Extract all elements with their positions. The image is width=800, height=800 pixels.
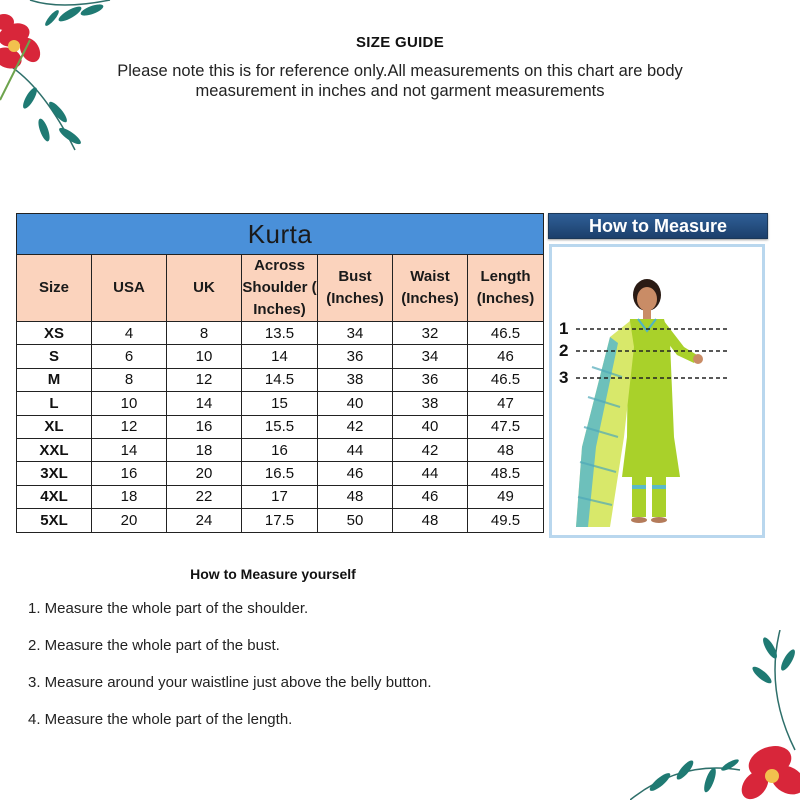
size-cell: 4XL — [17, 485, 92, 508]
size-cell: M — [17, 368, 92, 391]
table-cell: 32 — [393, 322, 468, 345]
measurement-steps-list — [28, 600, 432, 748]
size-guide-note: Please note this is for reference only.All measurements on this chart are body measurement in inches and not garment measurements — [117, 62, 683, 100]
size-cell: S — [17, 345, 92, 368]
size-cell: XXL — [17, 438, 92, 461]
column-header: Waist (Inches) — [393, 255, 468, 322]
table-cell: 46 — [468, 345, 544, 368]
table-cell: 17.5 — [242, 509, 318, 532]
table-cell: 34 — [393, 345, 468, 368]
column-header: Size — [17, 255, 92, 322]
table-cell: 14 — [167, 392, 242, 415]
measure-marker-2: 2 — [559, 341, 569, 360]
floral-decoration-bottom-right — [630, 630, 800, 800]
table-cell: 40 — [318, 392, 393, 415]
table-cell: 24 — [167, 509, 242, 532]
model-figure-illustration — [552, 247, 762, 535]
table-cell: 38 — [318, 368, 393, 391]
table-cell: 20 — [92, 509, 167, 532]
table-cell: 34 — [318, 322, 393, 345]
column-header: Length (Inches) — [468, 255, 544, 322]
table-cell: 4 — [92, 322, 167, 345]
table-cell: 22 — [167, 485, 242, 508]
table-cell: 14 — [92, 438, 167, 461]
table-cell: 16 — [167, 415, 242, 438]
table-cell: 42 — [318, 415, 393, 438]
table-cell: 10 — [167, 345, 242, 368]
table-cell: 20 — [167, 462, 242, 485]
table-cell: 10 — [92, 392, 167, 415]
table-cell: 44 — [318, 438, 393, 461]
size-cell: L — [17, 392, 92, 415]
table-cell: 16 — [92, 462, 167, 485]
table-cell: 14 — [242, 345, 318, 368]
column-header: Bust (Inches) — [318, 255, 393, 322]
table-cell: 48 — [318, 485, 393, 508]
table-row — [17, 322, 544, 345]
how-to-measure-yourself-heading: How to Measure yourself — [190, 566, 356, 582]
table-row — [17, 485, 544, 508]
size-guide-title: SIZE GUIDE — [355, 34, 444, 51]
table-cell: 18 — [167, 438, 242, 461]
table-cell: 49.5 — [468, 509, 544, 532]
table-cell: 8 — [167, 322, 242, 345]
size-cell: XS — [17, 322, 92, 345]
column-header: USA — [92, 255, 167, 322]
table-cell: 47.5 — [468, 415, 544, 438]
size-cell: 5XL — [17, 509, 92, 532]
table-cell: 48 — [468, 438, 544, 461]
table-cell: 36 — [318, 345, 393, 368]
size-cell: 3XL — [17, 462, 92, 485]
size-chart-table — [16, 213, 544, 533]
table-cell: 46.5 — [468, 322, 544, 345]
measure-marker-1: 1 — [559, 319, 569, 338]
table-cell: 17 — [242, 485, 318, 508]
table-cell: 42 — [393, 438, 468, 461]
table-cell: 36 — [393, 368, 468, 391]
measurement-step: 4. Measure the whole part of the length. — [28, 711, 293, 728]
measurement-step: 3. Measure around your waistline just above the belly button. — [28, 674, 432, 691]
column-header: Across Shoulder ( Inches) — [242, 255, 318, 322]
how-to-measure-illustration — [549, 244, 765, 538]
table-cell: 48.5 — [468, 462, 544, 485]
table-row — [17, 345, 544, 368]
table-cell: 49 — [468, 485, 544, 508]
table-row — [17, 509, 544, 532]
size-cell: XL — [17, 415, 92, 438]
table-cell: 13.5 — [242, 322, 318, 345]
table-cell: 12 — [92, 415, 167, 438]
table-cell: 14.5 — [242, 368, 318, 391]
table-cell: 16.5 — [242, 462, 318, 485]
table-row — [17, 438, 544, 461]
table-cell: 44 — [393, 462, 468, 485]
table-cell: 15.5 — [242, 415, 318, 438]
table-cell: 47 — [468, 392, 544, 415]
table-cell: 46 — [393, 485, 468, 508]
table-body — [17, 322, 544, 533]
table-cell: 46.5 — [468, 368, 544, 391]
measure-marker-3: 3 — [559, 368, 569, 387]
table-row — [17, 415, 544, 438]
table-row — [17, 392, 544, 415]
table-cell: 16 — [242, 438, 318, 461]
table-header-row — [17, 255, 544, 322]
table-cell: 38 — [393, 392, 468, 415]
table-cell: 46 — [318, 462, 393, 485]
table-cell: 48 — [393, 509, 468, 532]
table-cell: 40 — [393, 415, 468, 438]
table-cell: 15 — [242, 392, 318, 415]
table-cell: 50 — [318, 509, 393, 532]
table-cell: 6 — [92, 345, 167, 368]
column-header: UK — [167, 255, 242, 322]
table-row — [17, 462, 544, 485]
table-title: Kurta — [17, 214, 544, 255]
measurement-step: 2. Measure the whole part of the bust. — [28, 637, 280, 654]
how-to-measure-header: How to Measure — [548, 213, 768, 239]
table-cell: 18 — [92, 485, 167, 508]
table-cell: 12 — [167, 368, 242, 391]
table-cell: 8 — [92, 368, 167, 391]
table-row — [17, 368, 544, 391]
measurement-step: 1. Measure the whole part of the shoulder. — [28, 600, 309, 617]
